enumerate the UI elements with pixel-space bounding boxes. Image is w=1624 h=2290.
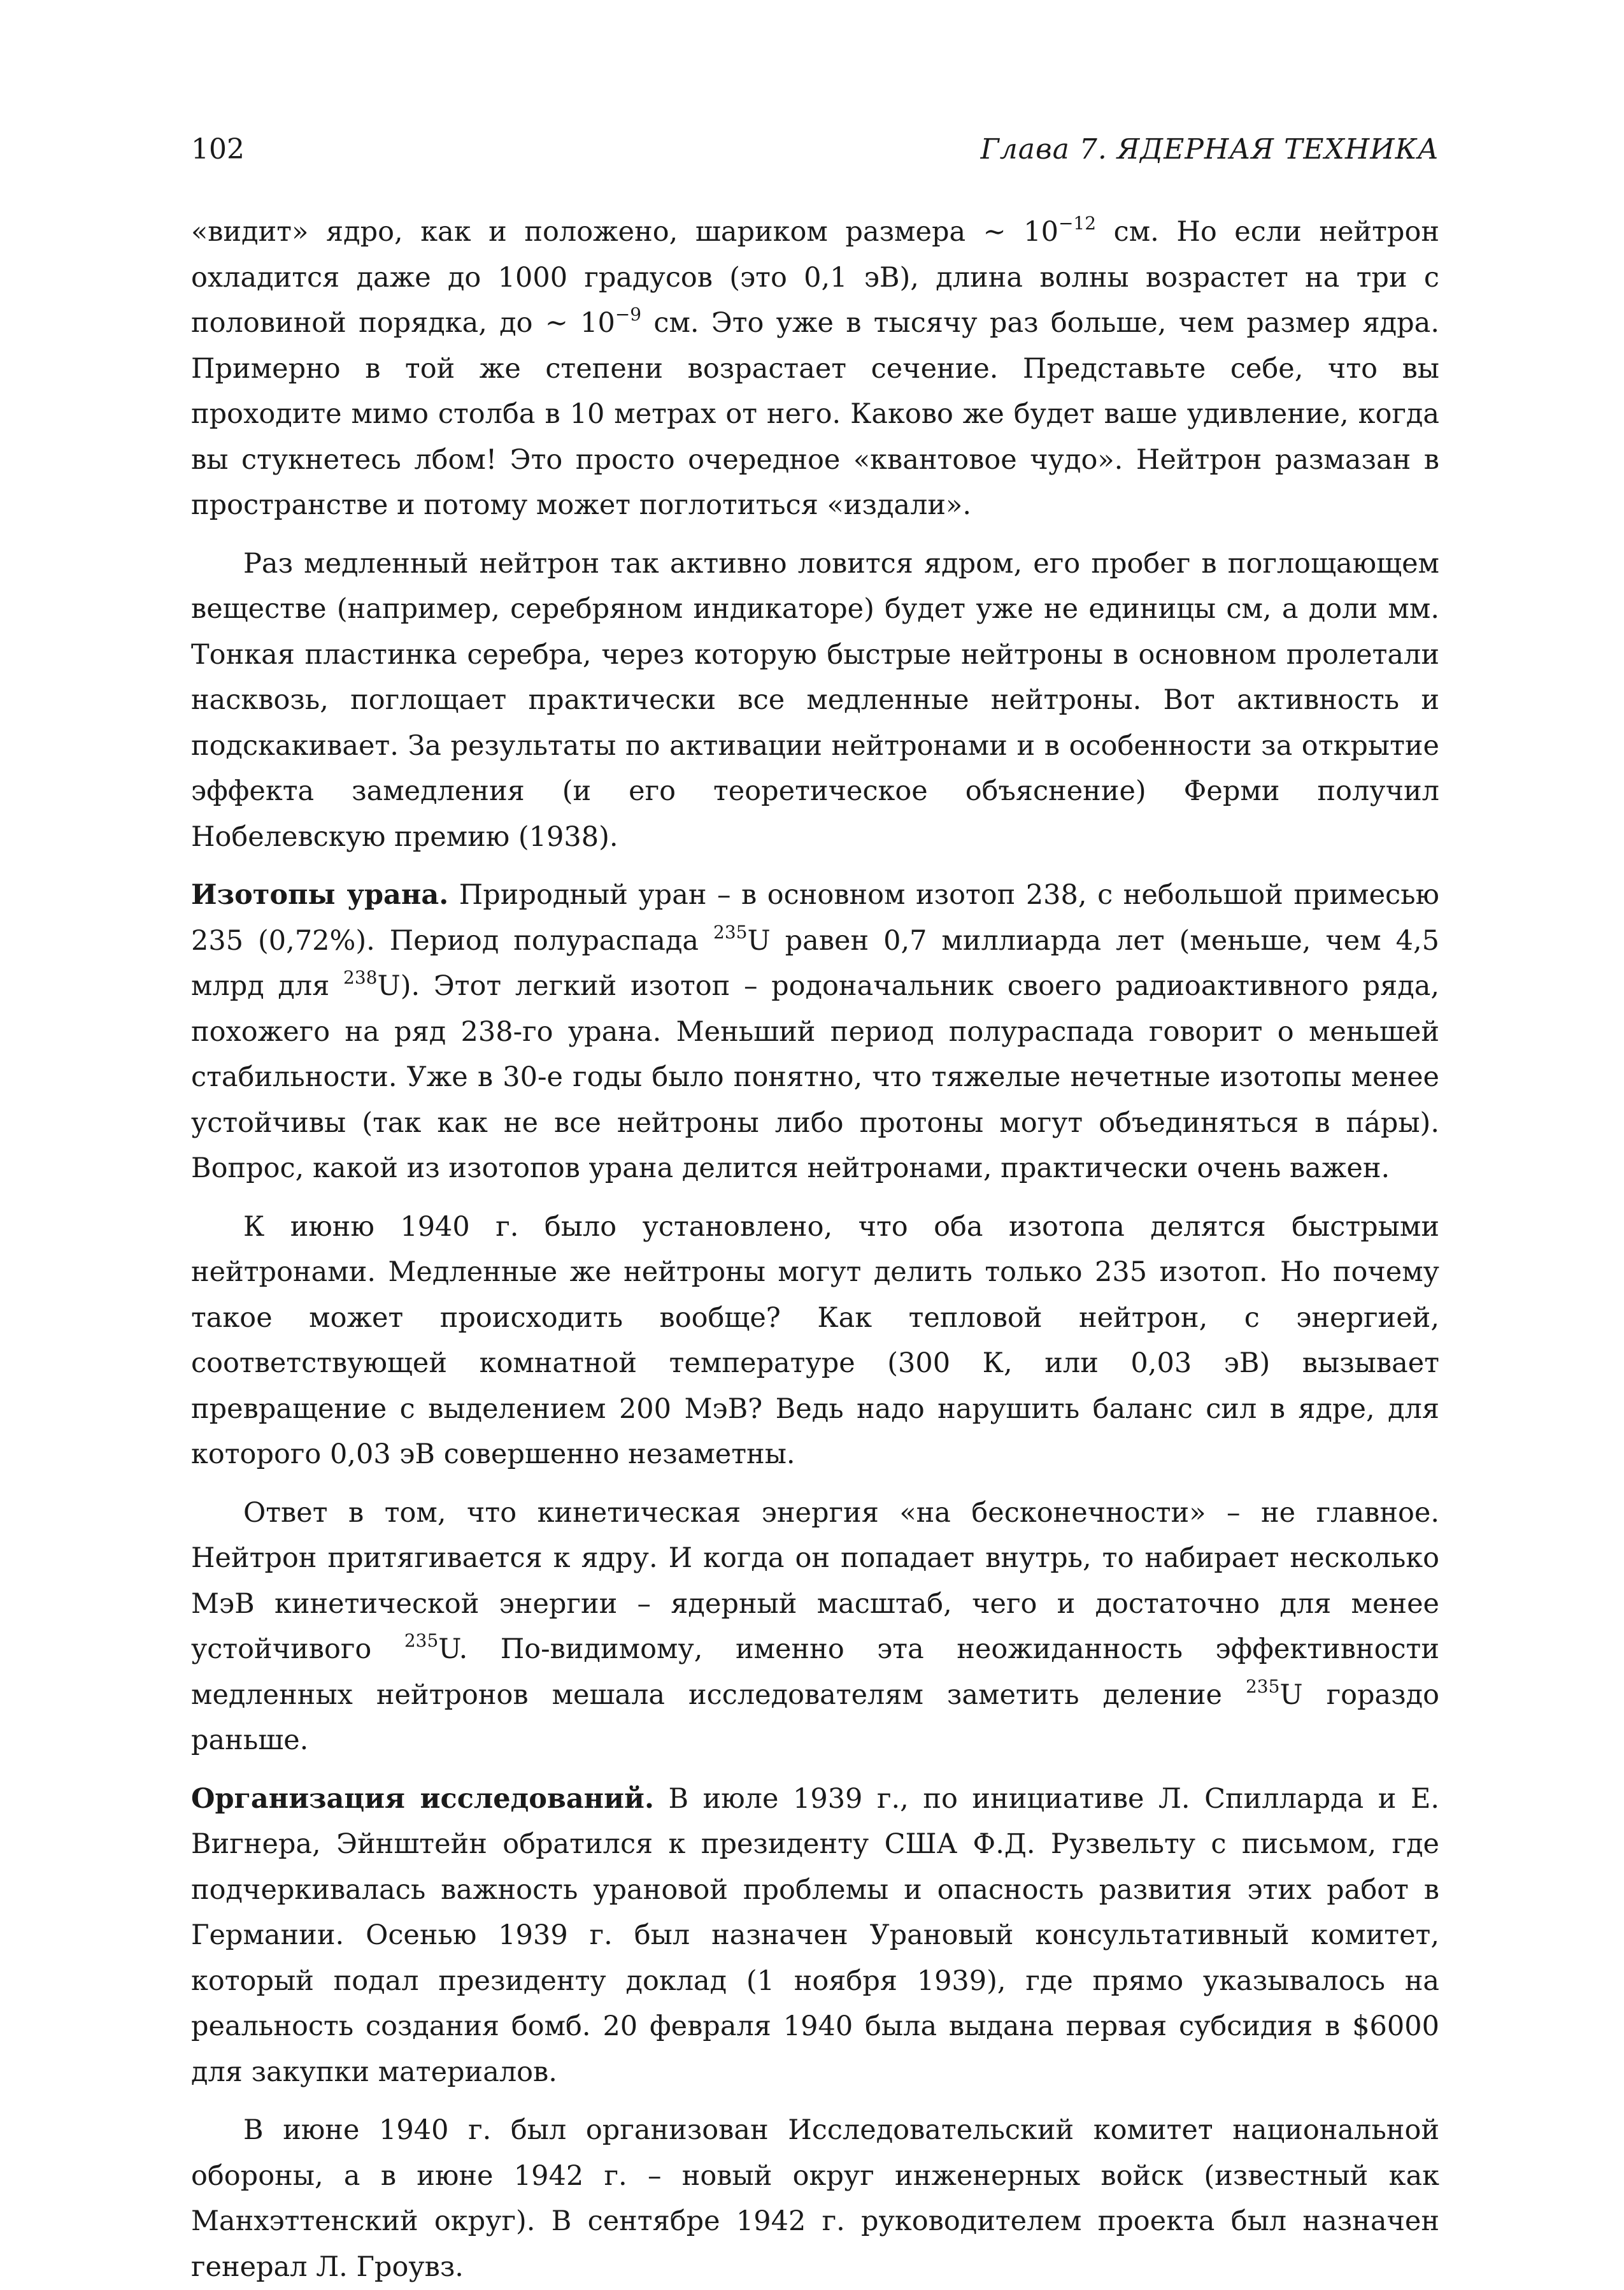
text-run: U равен 0,7 миллиарда лет (меньше, чем 4,5 млрд для bbox=[191, 924, 1439, 1002]
text-run: Природный уран – в основном изотоп 238, с небольшой примесью 235 (0,72%). Период полураспада bbox=[191, 879, 1439, 957]
chapter-title: Глава 7. ЯДЕРНАЯ ТЕХНИКА bbox=[980, 133, 1439, 166]
running-header bbox=[191, 131, 1439, 169]
text-run: U гораздо раньше. bbox=[191, 1678, 1439, 1756]
section-heading-uranium-isotopes: Изотопы урана. bbox=[191, 879, 449, 911]
isotope-mass-number: 235 bbox=[713, 921, 748, 943]
paragraph-uranium-isotopes bbox=[191, 873, 1439, 1192]
isotope-mass-number: 235 bbox=[404, 1630, 439, 1651]
paragraph-wavelength bbox=[191, 210, 1439, 529]
text-run: «видит» ядро, как и положено, шариком размера ∼ 10 bbox=[191, 216, 1058, 248]
text-run: см. Это уже в тысячу раз больше, чем размер ядра. Примерно в той же степени возрастает сечение. Представьте себе, что вы проходите мимо столба в 10 метрах от него. Каково же будет ваше удивление, когда вы стукнетесь лбом! Это просто очередное «квантовое чудо». Нейтрон размазан в пространстве и потому может поглотиться «издали». bbox=[191, 307, 1439, 521]
paragraph-kinetic-energy bbox=[191, 1491, 1439, 1764]
paragraph-june-1940: К июню 1940 г. было установлено, что оба изотопа делятся быстрыми нейтронами. Медленные же нейтроны могут делить только 235 изотоп. Но почему такое может происходить вообще? Как тепловой нейтрон, с энергией, соответствующей комнатной температуре (300 К, или 0,03 эВ) вызывает превращение с выделением 200 МэВ? Ведь надо нарушить баланс сил в ядре, для которого 0,03 эВ совершенно незаметны. bbox=[191, 1210, 1439, 1470]
paragraph-june-1940-committee: В июне 1940 г. был организован Исследовательский комитет национальной обороны, а в июне 1942 г. – новый округ инженерных войск (известный как Манхэттенский округ). В сентябре 1942 г. руководителем проекта был назначен генерал Л. Гроувз. bbox=[191, 2114, 1439, 2283]
isotope-mass-number: 235 bbox=[1245, 1675, 1280, 1697]
page-number: 102 bbox=[191, 133, 245, 166]
text-run: U). Этот легкий изотоп – родоначальник своего радиоактивного ряда, похожего на ряд 238-го урана. Меньший период полураспада говорит о меньшей стабильности. Уже в 30-е годы было понятно, что тяжелые нечетные изотопы менее устойчивы (так как не все нейтроны либо протоны могут объединяться в пáры). Вопрос, какой из изотопов урана делится нейтронами, практически очень важен. bbox=[191, 970, 1439, 1184]
text-run: см. Но если нейтрон охладится даже до 1000 градусов (это 0,1 эВ), длина волны возрастет на три с половиной порядка, до ∼ 10 bbox=[191, 216, 1439, 339]
text-run: В июле 1939 г., по инициативе Л. Спилларда и Е. Вигнера, Эйнштейн обратился к президенту США Ф.Д. Рузвельту с письмом, где подчеркивалась важность урановой проблемы и опасность развития этих работ в Германии. Осенью 1939 г. был назначен Урановый консультативный комитет, который подал президенту доклад (1 ноября 1939), где прямо указывалось на реальность создания бомб. 20 февраля 1940 была выдана первая субсидия в $6000 для закупки материалов. bbox=[191, 1782, 1439, 2088]
text-run: Ответ в том, что кинетическая энергия «на бесконечности» – не главное. Нейтрон притягивается к ядру. И когда он попадает внутрь, то набирает несколько МэВ кинетической энергии – ядерный масштаб, чего и достаточно для менее устойчивого bbox=[191, 1496, 1439, 1665]
body-text bbox=[191, 210, 1439, 2290]
exponent: −9 bbox=[615, 304, 642, 325]
book-page bbox=[191, 131, 1439, 2290]
isotope-mass-number: 238 bbox=[343, 967, 378, 988]
section-heading-organization: Организация исследований. bbox=[191, 1782, 654, 1815]
paragraph-slow-neutron: Раз медленный нейтрон так активно ловится ядром, его пробег в поглощающем веществе (например, серебряном индикаторе) будет уже не единицы см, а доли мм. Тонкая пластинка серебра, через которую быстрые нейтроны в основном пролетали насквозь, поглощает практически все медленные нейтроны. Вот активность и подскакивает. За результаты по активации нейтронами и в особенности за открытие эффекта замедления (и его теоретическое объяснение) Ферми получил Нобелевскую премию (1938). bbox=[191, 547, 1439, 853]
exponent: −12 bbox=[1058, 213, 1097, 234]
text-run: U. По-видимому, именно эта неожиданность эффективности медленных нейтронов мешала исследователям заметить деление bbox=[191, 1633, 1439, 1711]
paragraph-organization bbox=[191, 1777, 1439, 2096]
